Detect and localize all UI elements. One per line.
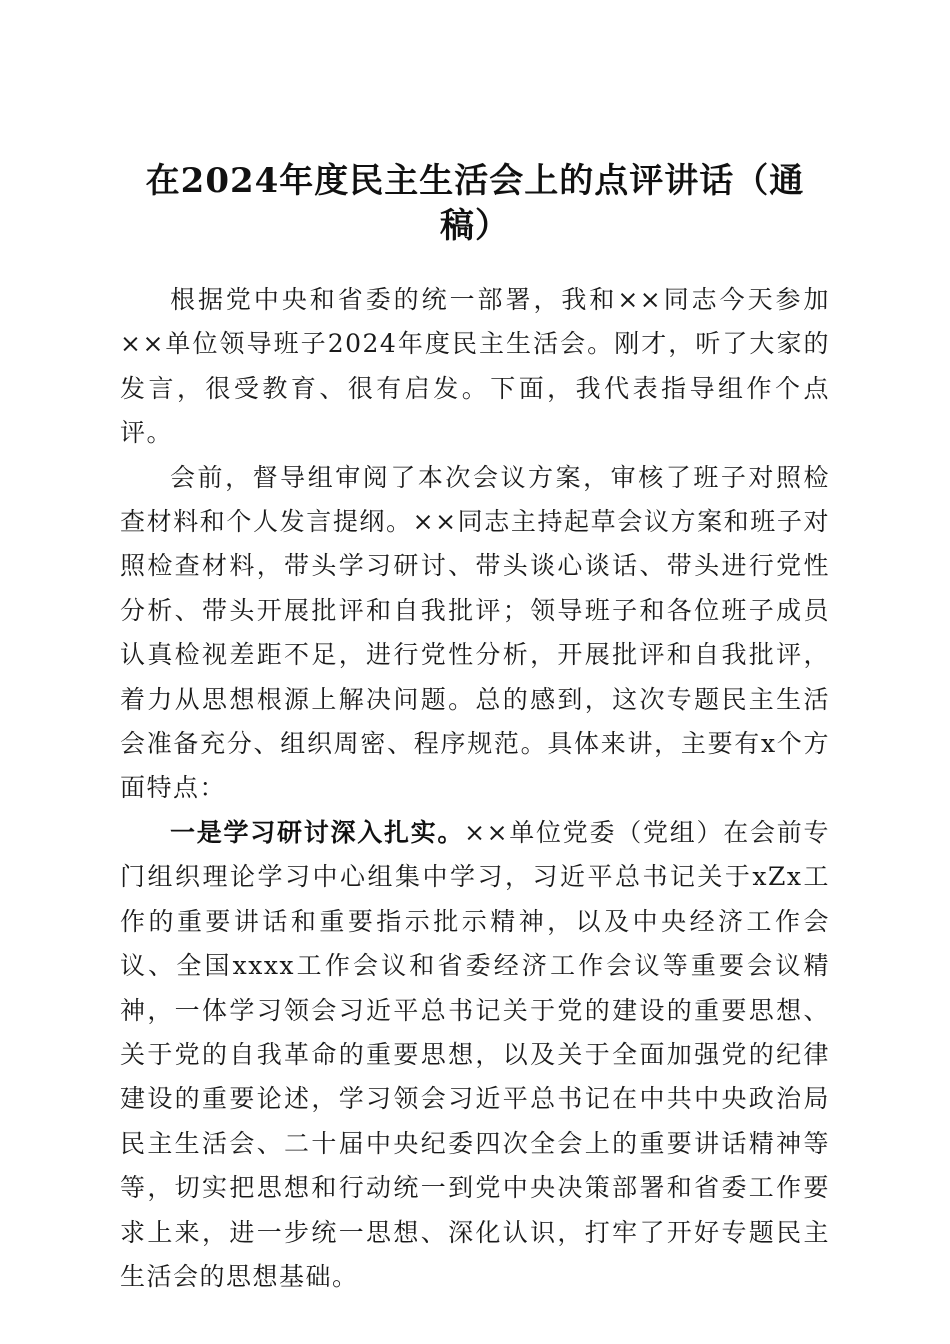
- paragraph-text: 会前，督导组审阅了本次会议方案，审核了班子对照检查材料和个人发言提纲。××同志主持起草会议方案和班子对照检查材料，带头学习研讨、带头谈心谈话、带头进行党性分析、带头开展批评和自我批评；领导班子和各位班子成员认真检视差距不足，进行党性分析，开展批评和自我批评，着力从思想根源上解决问题。总的感到，这次专题民主生活会准备充分、组织周密、程序规范。具体来讲，主要有x个方面特点：: [120, 462, 830, 803]
- paragraph-text: ××单位党委（党组）在会前专门组织理论学习中心组集中学习，习近平总书记关于xZx工作的重要讲话和重要指示批示精神，以及中央经济工作会议、全国xxxx工作会议和省委经济工作会议等重要会议精神，一体学习领会习近平总书记关于党的建设的重要思想、关于党的自我革命的重要思想，以及关于全面加强党的纪律建设的重要论述，学习领会习近平总书记在中共中央政治局民主生活会、二十届中央纪委四次全会上的重要讲话精神等等，切实把思想和行动统一到党中央决策部署和省委工作要求上来，进一步统一思想、深化认识，打牢了开好专题民主生活会的思想基础。: [120, 817, 830, 1291]
- title-line-2: 稿）: [440, 205, 510, 246]
- title-line-1: 在2024年度民主生活会上的点评讲话（通: [145, 160, 805, 201]
- paragraph-pre-meeting: [120, 456, 830, 811]
- paragraph-intro: [120, 278, 830, 456]
- paragraph-point-one: [120, 811, 830, 1299]
- paragraph-lead-heading: 一是学习研讨深入扎实。: [170, 817, 465, 847]
- paragraph-text: 根据党中央和省委的统一部署，我和××同志今天参加××单位领导班子2024年度民主生活会。刚才，听了大家的发言，很受教育、很有启发。下面，我代表指导组作个点评。: [120, 285, 830, 448]
- document-title: [120, 159, 830, 249]
- document-body: [120, 278, 830, 1299]
